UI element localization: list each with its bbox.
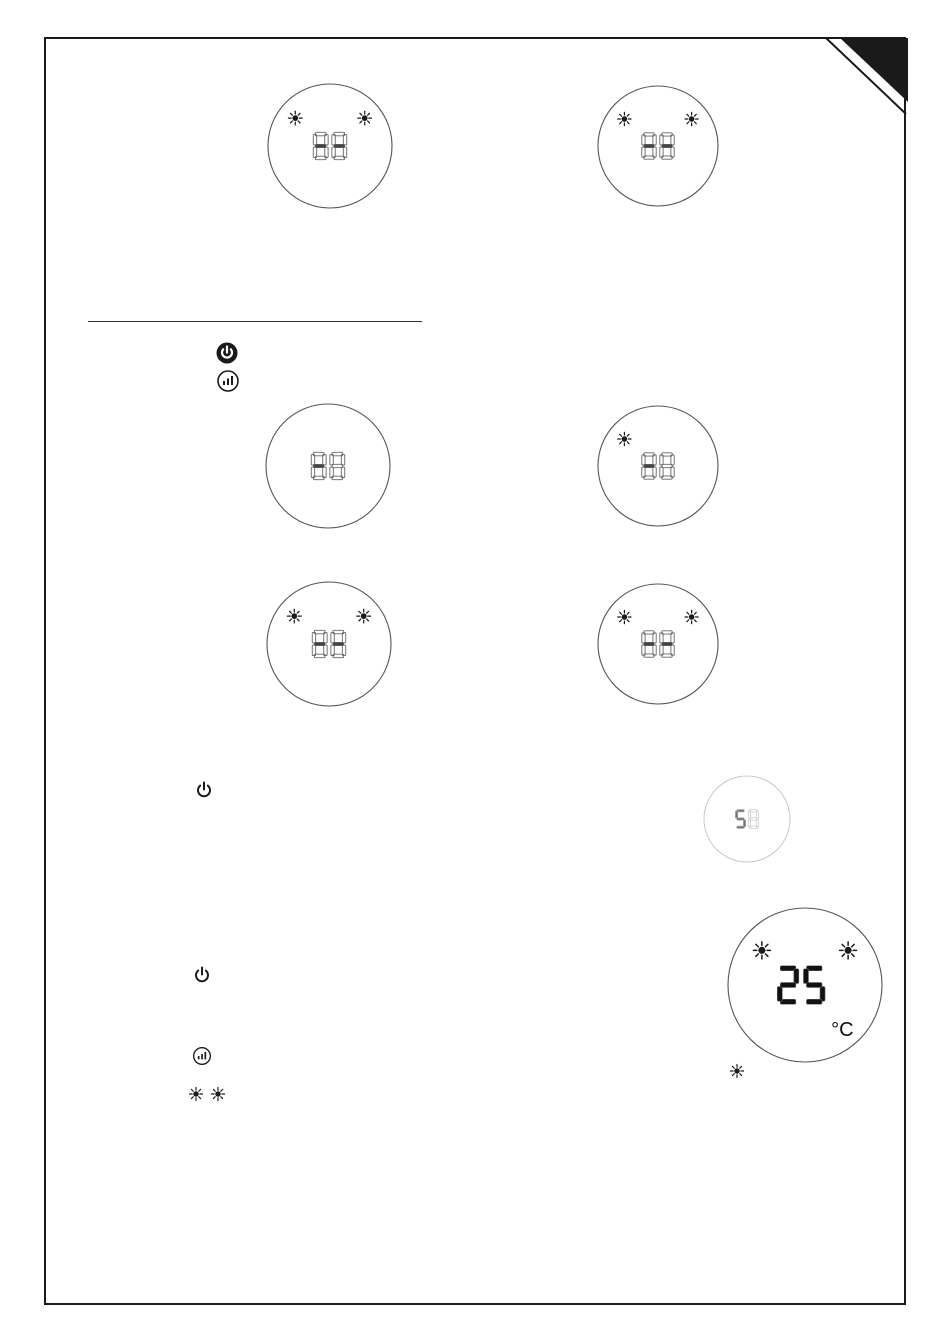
sun-icon xyxy=(188,1086,204,1102)
sun-icon xyxy=(287,609,301,623)
display-ring xyxy=(598,406,718,526)
display-panel xyxy=(596,402,720,530)
digit xyxy=(777,966,799,1005)
sun-icon xyxy=(685,610,698,623)
digit xyxy=(312,630,327,657)
sun-icon xyxy=(288,111,302,125)
section-divider xyxy=(88,321,422,322)
sun-icon xyxy=(357,609,371,623)
power-icon xyxy=(192,965,212,985)
display-panel xyxy=(264,402,392,530)
digit xyxy=(660,453,674,479)
digit xyxy=(331,630,346,657)
display-ring xyxy=(266,404,390,528)
display-ring xyxy=(598,86,718,206)
display-ring xyxy=(728,908,882,1062)
page-corner-tab xyxy=(820,36,910,116)
power-icon xyxy=(215,341,239,365)
digit xyxy=(748,810,758,829)
digit xyxy=(642,631,656,657)
sun-icon xyxy=(210,1086,226,1102)
display-panel xyxy=(265,580,393,708)
digit xyxy=(332,132,347,159)
page-frame xyxy=(44,37,906,1305)
display-panel xyxy=(266,82,394,210)
sun-icon xyxy=(618,112,631,125)
power-icon xyxy=(194,780,214,800)
fan-level-icon xyxy=(216,369,240,393)
display-ring xyxy=(704,776,790,862)
display-ring xyxy=(268,84,392,208)
sun-icon xyxy=(618,610,631,623)
display-panel xyxy=(702,774,792,864)
digit xyxy=(660,631,674,657)
fan-level-icon xyxy=(192,1046,212,1066)
sun-icon xyxy=(840,942,857,959)
digit xyxy=(660,133,674,159)
display-ring xyxy=(267,582,391,706)
sun-icon xyxy=(685,112,698,125)
sun-icon xyxy=(729,1063,745,1079)
sun-icon xyxy=(618,432,631,445)
display-panel xyxy=(596,82,720,210)
digit xyxy=(735,810,745,829)
display-panel xyxy=(726,906,884,1064)
temperature-unit: °C xyxy=(831,1018,854,1041)
display-panel xyxy=(596,580,720,708)
digit xyxy=(803,966,825,1005)
digit xyxy=(311,452,326,479)
sun-icon xyxy=(753,942,770,959)
digit xyxy=(642,133,656,159)
sun-icon xyxy=(358,111,372,125)
digit xyxy=(330,452,345,479)
display-ring xyxy=(598,584,718,704)
digit xyxy=(313,132,328,159)
digit xyxy=(642,453,656,479)
